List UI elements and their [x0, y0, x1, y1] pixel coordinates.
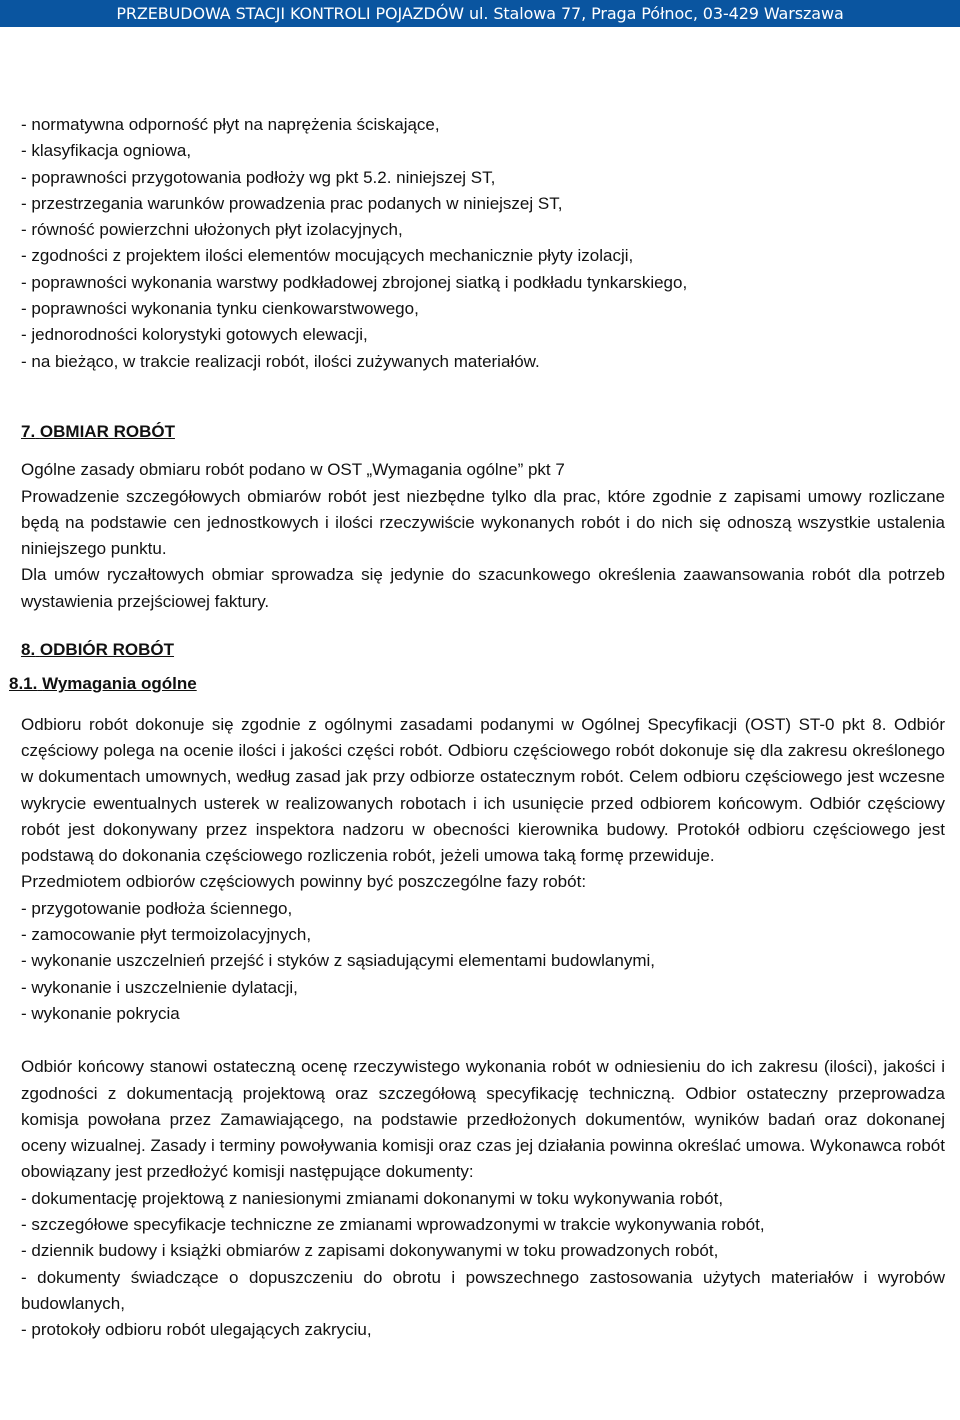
section-8-1-heading	[9, 671, 945, 697]
section-number: 8.	[21, 640, 36, 660]
control-list	[21, 112, 945, 375]
section-8-heading	[21, 637, 945, 663]
documents-list	[21, 1186, 945, 1344]
section-title: Wymagania ogólne	[42, 674, 197, 694]
paragraph: Dla umów ryczałtowych obmiar sprowadza się jedynie do szacunkowego określenia zaawansowania robót dla potrzeb wystawienia przejściowej faktury.	[21, 565, 945, 611]
paragraph: Odbiór końcowy stanowi ostateczną ocenę rzeczywistego wykonania robót w odniesieniu do ich zakresu (ilości), jakości i zgodności z dokumentacją projektową oraz szczegółową specyfikację techniczną. Odbior ostateczny przeprowadza komisja powołana przez Zamawiającego, na podstawie przedłożonych dokumentów, wyników badań oraz dokonanej oceny wizualnej. Zasady i terminy powoływania komisji oraz czas jej działania powinna określać umowa. Wykonawca robót obowiązany jest przedłożyć komisji następujące dokumenty:	[21, 1057, 945, 1182]
list-item: - dokumentację projektową z naniesionymi zmianami dokonanymi w toku wykonywania robót,	[21, 1188, 724, 1208]
phases-list	[21, 896, 945, 1027]
page-header: PRZEBUDOWA STACJI KONTROLI POJAZDÓW ul. Stalowa 77, Praga Północ, 03-429 Warszawa	[0, 0, 960, 27]
list-item: - normatywna odporność płyt na naprężenia ściskające,	[21, 115, 440, 134]
list-item: - przygotowanie podłoża ściennego,	[21, 898, 293, 918]
list-item: - wykonanie pokrycia	[21, 1003, 180, 1023]
paragraph: Prowadzenie szczegółowych obmiarów robót jest niezbędne tylko dla prac, które zgodnie z zapisami umowy rozliczane będą na podstawie cen jednostkowych i ilości rzeczywiście wykonanych robót i do nich się odnoszą wszystkie ustalenia niniejszego punktu.	[21, 486, 945, 559]
paragraph: Odbioru robót dokonuje się zgodnie z ogólnymi zasadami podanymi w Ogólnej Specyfikacji (OST) ST-0 pkt 8. Odbiór częściowy polega na ocenie ilości i jakości części robót. Odbioru częściowego robót dokonuje się dla zakresu określonego w dokumentach umownych, według zasad jak przy odbiorze ostatecznym robót. Celem odbioru częściowego jest wczesne wykrycie ewentualnych usterek w realizowanych robotach i ich usunięcie przed odbiorem końcowym. Odbiór częściowy robót jest dokonywany przez inspektora nadzoru w obecności kierownika budowy. Protokół odbioru częściowego jest podstawą do dokonania częściowego rozliczenia robót, jeżeli umowa taką formę przewiduje.	[21, 714, 945, 866]
list-item: - poprawności wykonania tynku cienkowarstwowego,	[21, 299, 419, 319]
section-7-heading	[21, 419, 945, 445]
list-item: - dokumenty świadczące o dopuszczeniu do obrotu i powszechnego zastosowania użytych materiałów i wyrobów budowlanych,	[21, 1267, 945, 1313]
list-item: - przestrzegania warunków prowadzenia prac podanych w niniejszej ST,	[21, 193, 563, 213]
document-body	[9, 112, 945, 1343]
section-title: OBMIAR ROBÓT	[39, 421, 175, 441]
list-item: - równość powierzchni ułożonych płyt izolacyjnych,	[21, 220, 403, 240]
list-item: - klasyfikacja ogniowa,	[21, 141, 192, 161]
list-item: - dziennik budowy i książki obmiarów z zapisami dokonywanymi w toku prowadzonych robót,	[21, 1241, 719, 1261]
list-item: - zgodności z projektem ilości elementów mocujących mechanicznie płyty izolacji,	[21, 246, 634, 266]
section-number: 8.1.	[9, 674, 38, 694]
list-item: - wykonanie uszczelnień przejść i styków z sąsiadującymi elementami budowlanymi,	[21, 951, 655, 971]
list-item: - na bieżąco, w trakcie realizacji robót, ilości zużywanych materiałów.	[21, 351, 540, 371]
list-item: - jednorodności kolorystyki gotowych elewacji,	[21, 325, 368, 345]
list-item: - wykonanie i uszczelnienie dylatacji,	[21, 977, 298, 997]
list-item: - poprawności wykonania warstwy podkładowej zbrojonej siatką i podkładu tynkarskiego,	[21, 272, 688, 292]
list-item: - protokoły odbioru robót ulegających zakryciu,	[21, 1320, 372, 1340]
section-title: ODBIÓR ROBÓT	[39, 640, 175, 660]
list-item: - szczegółowe specyfikacje techniczne ze zmianami wprowadzonymi w trakcie wykonywania robót,	[21, 1214, 765, 1234]
list-item: - zamocowanie płyt termoizolacyjnych,	[21, 925, 312, 945]
paragraph: Przedmiotem odbiorów częściowych powinny być poszczególne fazy robót:	[21, 872, 587, 892]
paragraph: Ogólne zasady obmiaru robót podano w OST „Wymagania ogólne” pkt 7	[21, 460, 565, 480]
list-item: - poprawności przygotowania podłoży wg pkt 5.2. niniejszej ST,	[21, 167, 496, 187]
section-number: 7.	[21, 421, 36, 441]
